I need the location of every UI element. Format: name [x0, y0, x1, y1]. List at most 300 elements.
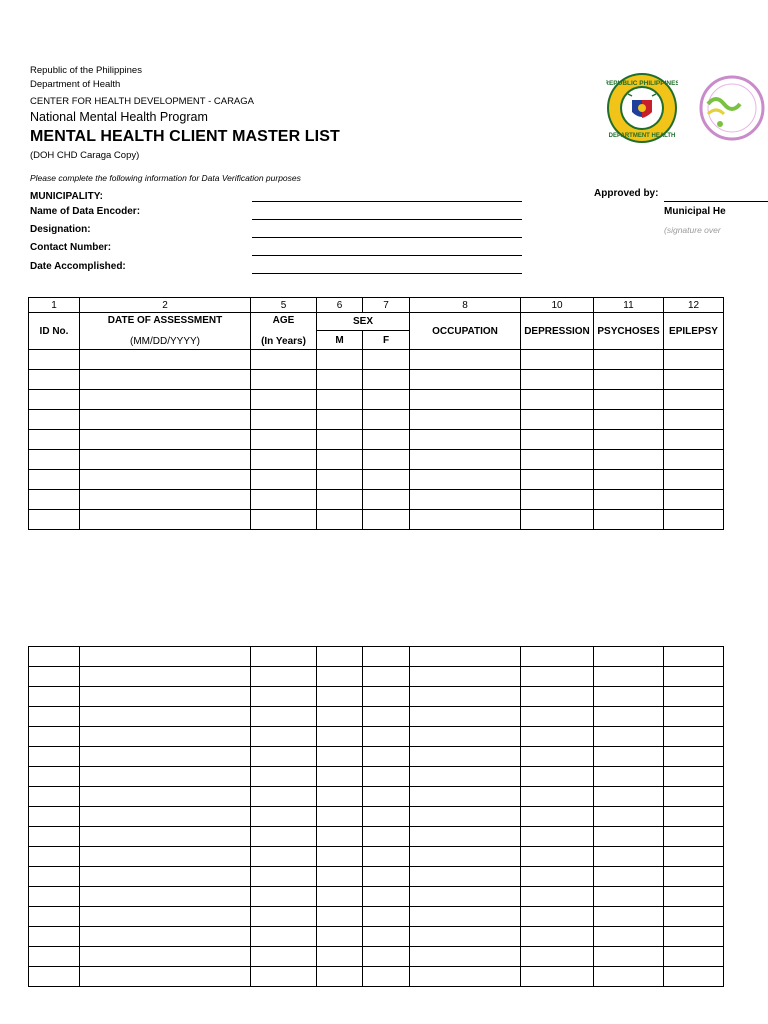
table-cell[interactable] [594, 827, 664, 847]
table-cell[interactable] [521, 887, 594, 907]
table-cell[interactable] [594, 727, 664, 747]
table-cell[interactable] [521, 370, 594, 390]
table-cell[interactable] [521, 707, 594, 727]
table-cell[interactable] [363, 370, 410, 390]
table-cell[interactable] [317, 510, 363, 530]
table-cell[interactable] [80, 470, 251, 490]
table-cell[interactable] [521, 927, 594, 947]
table-cell[interactable] [664, 370, 724, 390]
table-row [29, 470, 724, 490]
table-cell[interactable] [317, 867, 363, 887]
table-cell[interactable] [594, 767, 664, 787]
table-row [29, 927, 724, 947]
table-cell[interactable] [29, 687, 80, 707]
table-cell[interactable] [410, 390, 521, 410]
table-cell[interactable] [29, 707, 80, 727]
table-cell[interactable] [664, 350, 724, 370]
table-cell[interactable] [664, 767, 724, 787]
table-cell[interactable] [363, 450, 410, 470]
table-cell[interactable] [363, 430, 410, 450]
table-cell[interactable] [521, 807, 594, 827]
table-cell[interactable] [251, 470, 317, 490]
table-cell[interactable] [251, 887, 317, 907]
table-cell[interactable] [363, 470, 410, 490]
table-cell[interactable] [317, 747, 363, 767]
department-label: Department of Health [30, 79, 121, 90]
table-cell[interactable] [80, 430, 251, 450]
table-row [29, 967, 724, 987]
table-cell[interactable] [29, 767, 80, 787]
contact-number-label: Contact Number: [30, 242, 112, 253]
table-cell[interactable] [410, 647, 521, 667]
table-cell[interactable] [664, 907, 724, 927]
table-cell[interactable] [29, 667, 80, 687]
table-cell[interactable] [594, 410, 664, 430]
table-cell[interactable] [80, 927, 251, 947]
table-cell[interactable] [29, 907, 80, 927]
table-cell[interactable] [521, 727, 594, 747]
table-cell[interactable] [664, 470, 724, 490]
table-cell[interactable] [80, 350, 251, 370]
table-row [29, 807, 724, 827]
table-cell[interactable] [410, 707, 521, 727]
table-cell[interactable] [317, 647, 363, 667]
column-number: 7 [363, 298, 410, 313]
table-cell[interactable] [664, 410, 724, 430]
table-cell[interactable] [410, 470, 521, 490]
table-cell[interactable] [664, 707, 724, 727]
table-row [29, 847, 724, 867]
table-cell[interactable] [594, 747, 664, 767]
table-cell[interactable] [594, 707, 664, 727]
table-cell[interactable] [363, 390, 410, 410]
table-cell[interactable] [317, 847, 363, 867]
table-cell[interactable] [410, 947, 521, 967]
table-row [29, 827, 724, 847]
table-row [29, 907, 724, 927]
table-cell[interactable] [251, 667, 317, 687]
column-number: 6 [317, 298, 363, 313]
table-cell[interactable] [594, 450, 664, 470]
table-cell[interactable] [29, 410, 80, 430]
table-row [29, 687, 724, 707]
table-cell[interactable] [251, 390, 317, 410]
table-cell[interactable] [594, 867, 664, 887]
instruction-text: Please complete the following information for Data Verification purposes [30, 173, 301, 183]
table-cell[interactable] [251, 450, 317, 470]
table-cell[interactable] [594, 667, 664, 687]
table-cell[interactable] [80, 727, 251, 747]
table-cell[interactable] [29, 470, 80, 490]
table-cell[interactable] [29, 747, 80, 767]
table-cell[interactable] [251, 747, 317, 767]
top-table-body [29, 350, 724, 530]
table-cell[interactable] [363, 887, 410, 907]
table-cell[interactable] [664, 430, 724, 450]
table-cell[interactable] [410, 907, 521, 927]
table-cell[interactable] [664, 887, 724, 907]
table-cell[interactable] [317, 450, 363, 470]
table-cell[interactable] [317, 767, 363, 787]
table-cell[interactable] [317, 707, 363, 727]
table-cell[interactable] [80, 647, 251, 667]
table-cell[interactable] [363, 667, 410, 687]
table-row [29, 947, 724, 967]
table-cell[interactable] [521, 967, 594, 987]
table-row [29, 410, 724, 430]
table-cell[interactable] [594, 350, 664, 370]
table-cell[interactable] [29, 370, 80, 390]
table-cell[interactable] [594, 647, 664, 667]
table-cell[interactable] [410, 410, 521, 430]
table-cell[interactable] [251, 350, 317, 370]
table-cell[interactable] [251, 430, 317, 450]
table-row [29, 370, 724, 390]
program-label: National Mental Health Program [30, 110, 208, 124]
table-row [29, 430, 724, 450]
table-cell[interactable] [521, 430, 594, 450]
client-table-top [28, 297, 724, 530]
table-cell[interactable] [410, 807, 521, 827]
table-cell[interactable] [363, 647, 410, 667]
column-number-row [29, 298, 724, 313]
table-cell[interactable] [80, 490, 251, 510]
table-cell[interactable] [664, 927, 724, 947]
approved-by-line[interactable] [664, 201, 768, 202]
table-cell[interactable] [251, 807, 317, 827]
table-cell[interactable] [251, 787, 317, 807]
table-cell[interactable] [251, 967, 317, 987]
table-cell[interactable] [251, 847, 317, 867]
table-cell[interactable] [29, 450, 80, 470]
table-cell[interactable] [317, 907, 363, 927]
table-cell[interactable] [80, 510, 251, 530]
table-cell[interactable] [29, 967, 80, 987]
header-age-unit: (In Years) [261, 336, 306, 347]
table-cell[interactable] [251, 707, 317, 727]
table-cell[interactable] [29, 350, 80, 370]
table-row [29, 490, 724, 510]
table-cell[interactable] [317, 490, 363, 510]
table-cell[interactable] [521, 350, 594, 370]
table-cell[interactable] [317, 927, 363, 947]
table-cell[interactable] [521, 747, 594, 767]
table-cell[interactable] [521, 907, 594, 927]
table-cell[interactable] [317, 827, 363, 847]
table-cell[interactable] [251, 727, 317, 747]
table-cell[interactable] [594, 787, 664, 807]
table-cell[interactable] [80, 450, 251, 470]
table-cell[interactable] [664, 647, 724, 667]
table-cell[interactable] [251, 510, 317, 530]
designation-label: Designation: [30, 224, 91, 235]
table-cell[interactable] [29, 787, 80, 807]
table-cell[interactable] [363, 947, 410, 967]
table-cell[interactable] [80, 667, 251, 687]
table-cell[interactable] [521, 410, 594, 430]
table-cell[interactable] [251, 827, 317, 847]
table-cell[interactable] [363, 927, 410, 947]
table-cell[interactable] [317, 887, 363, 907]
table-row [29, 787, 724, 807]
table-cell[interactable] [29, 430, 80, 450]
table-cell[interactable] [251, 647, 317, 667]
table-cell[interactable] [410, 727, 521, 747]
table-cell[interactable] [521, 667, 594, 687]
table-cell[interactable] [664, 787, 724, 807]
table-cell[interactable] [29, 927, 80, 947]
table-cell[interactable] [363, 350, 410, 370]
table-cell[interactable] [363, 967, 410, 987]
table-cell[interactable] [594, 470, 664, 490]
copy-note: (DOH CHD Caraga Copy) [30, 150, 140, 161]
table-cell[interactable] [664, 490, 724, 510]
header-date-cell [80, 313, 251, 350]
table-cell[interactable] [80, 747, 251, 767]
table-cell[interactable] [410, 687, 521, 707]
table-cell[interactable] [317, 727, 363, 747]
table-cell[interactable] [29, 510, 80, 530]
table-cell[interactable] [363, 687, 410, 707]
table-cell[interactable] [29, 727, 80, 747]
column-number: 5 [251, 298, 317, 313]
table-row [29, 450, 724, 470]
table-cell[interactable] [521, 510, 594, 530]
column-number: 2 [80, 298, 251, 313]
table-cell[interactable] [29, 947, 80, 967]
table-cell[interactable] [80, 947, 251, 967]
table-cell[interactable] [80, 867, 251, 887]
table-cell[interactable] [664, 390, 724, 410]
table-cell[interactable] [317, 390, 363, 410]
table-cell[interactable] [521, 490, 594, 510]
table-cell[interactable] [317, 787, 363, 807]
table-cell[interactable] [664, 827, 724, 847]
table-cell[interactable] [80, 967, 251, 987]
table-cell[interactable] [80, 807, 251, 827]
header-age-cell [251, 313, 317, 350]
table-cell[interactable] [664, 510, 724, 530]
table-cell[interactable] [594, 370, 664, 390]
table-cell[interactable] [594, 510, 664, 530]
header-sex-female: F [363, 331, 410, 350]
table-cell[interactable] [410, 847, 521, 867]
column-number: 10 [521, 298, 594, 313]
table-cell[interactable] [664, 687, 724, 707]
doh-seal-logo [606, 72, 678, 144]
table-cell[interactable] [80, 687, 251, 707]
table-cell[interactable] [664, 967, 724, 987]
table-cell[interactable] [521, 767, 594, 787]
table-cell[interactable] [594, 927, 664, 947]
table-cell[interactable] [80, 410, 251, 430]
table-cell[interactable] [410, 927, 521, 947]
table-cell[interactable] [594, 390, 664, 410]
table-cell[interactable] [521, 390, 594, 410]
signature-note: (signature over [664, 225, 721, 235]
header-date: DATE OF ASSESSMENT [107, 315, 223, 326]
table-cell[interactable] [664, 847, 724, 867]
table-cell[interactable] [410, 827, 521, 847]
table-cell[interactable] [317, 370, 363, 390]
table-cell[interactable] [251, 687, 317, 707]
table-cell[interactable] [29, 647, 80, 667]
table-cell[interactable] [80, 707, 251, 727]
table-cell[interactable] [363, 510, 410, 530]
table-cell[interactable] [29, 887, 80, 907]
table-cell[interactable] [363, 867, 410, 887]
table-row [29, 667, 724, 687]
date-accomplished-line[interactable] [252, 273, 522, 274]
table-row [29, 350, 724, 370]
approver-role: Municipal He [664, 206, 726, 217]
table-cell[interactable] [664, 747, 724, 767]
table-cell[interactable] [594, 490, 664, 510]
designation-line[interactable] [252, 237, 522, 238]
table-cell[interactable] [664, 867, 724, 887]
table-cell[interactable] [363, 707, 410, 727]
table-cell[interactable] [317, 410, 363, 430]
table-cell[interactable] [594, 947, 664, 967]
table-cell[interactable] [410, 747, 521, 767]
republic-label: Republic of the Philippines [30, 65, 142, 76]
table-cell[interactable] [410, 767, 521, 787]
municipality-label: MUNICIPALITY: [30, 191, 103, 202]
seal-text-bottom: DEPARTMENT HEALTH [608, 133, 676, 139]
table-cell[interactable] [251, 947, 317, 967]
table-cell[interactable] [363, 490, 410, 510]
table-cell[interactable] [29, 867, 80, 887]
table-cell[interactable] [594, 967, 664, 987]
table-cell[interactable] [410, 787, 521, 807]
table-cell[interactable] [363, 787, 410, 807]
table-row [29, 510, 724, 530]
table-cell[interactable] [363, 907, 410, 927]
table-cell[interactable] [80, 370, 251, 390]
table-cell[interactable] [80, 390, 251, 410]
table-cell[interactable] [521, 687, 594, 707]
table-cell[interactable] [410, 450, 521, 470]
table-cell[interactable] [664, 450, 724, 470]
table-cell[interactable] [664, 947, 724, 967]
table-cell[interactable] [251, 410, 317, 430]
table-cell[interactable] [317, 807, 363, 827]
table-cell[interactable] [521, 450, 594, 470]
table-cell[interactable] [410, 967, 521, 987]
bottom-table-body [29, 647, 724, 987]
table-cell[interactable] [594, 430, 664, 450]
approved-by-label: Approved by: [594, 188, 659, 199]
data-encoder-line[interactable] [252, 219, 522, 220]
table-cell[interactable] [251, 927, 317, 947]
center-label: CENTER FOR HEALTH DEVELOPMENT - CARAGA [30, 96, 254, 107]
chd-caraga-logo [698, 74, 768, 142]
table-cell[interactable] [363, 827, 410, 847]
table-cell[interactable] [251, 767, 317, 787]
table-cell[interactable] [251, 490, 317, 510]
table-cell[interactable] [664, 667, 724, 687]
seal-text-top: REPUBLIC PHILIPPINES [606, 80, 678, 87]
table-cell[interactable] [29, 490, 80, 510]
table-cell[interactable] [594, 807, 664, 827]
table-cell[interactable] [410, 887, 521, 907]
table-cell[interactable] [317, 967, 363, 987]
table-cell[interactable] [80, 887, 251, 907]
table-cell[interactable] [317, 667, 363, 687]
header-age: AGE [272, 315, 295, 326]
table-cell[interactable] [80, 827, 251, 847]
table-cell[interactable] [410, 667, 521, 687]
table-cell[interactable] [594, 847, 664, 867]
table-cell[interactable] [251, 867, 317, 887]
table-cell[interactable] [80, 767, 251, 787]
header-epilepsy: EPILEPSY [664, 313, 724, 350]
table-cell[interactable] [521, 787, 594, 807]
contact-number-line[interactable] [252, 255, 522, 256]
table-cell[interactable] [594, 687, 664, 707]
table-cell[interactable] [251, 907, 317, 927]
table-cell[interactable] [80, 847, 251, 867]
table-cell[interactable] [29, 390, 80, 410]
table-cell[interactable] [29, 847, 80, 867]
table-cell[interactable] [521, 847, 594, 867]
table-cell[interactable] [317, 430, 363, 450]
table-cell[interactable] [664, 807, 724, 827]
municipality-line[interactable] [252, 201, 522, 202]
table-cell[interactable] [410, 350, 521, 370]
table-cell[interactable] [521, 470, 594, 490]
table-cell[interactable] [363, 747, 410, 767]
header-occupation: OCCUPATION [410, 313, 521, 350]
table-cell[interactable] [521, 947, 594, 967]
table-cell[interactable] [80, 787, 251, 807]
table-cell[interactable] [410, 867, 521, 887]
table-cell[interactable] [363, 807, 410, 827]
page-title: MENTAL HEALTH CLIENT MASTER LIST [30, 128, 340, 145]
table-cell[interactable] [521, 867, 594, 887]
table-cell[interactable] [29, 807, 80, 827]
table-row [29, 867, 724, 887]
header-depression: DEPRESSION [521, 313, 594, 350]
table-cell[interactable] [363, 767, 410, 787]
table-cell[interactable] [363, 410, 410, 430]
table-cell[interactable] [521, 827, 594, 847]
table-row [29, 727, 724, 747]
data-encoder-label: Name of Data Encoder: [30, 206, 141, 217]
table-cell[interactable] [363, 727, 410, 747]
table-cell[interactable] [80, 907, 251, 927]
table-row [29, 887, 724, 907]
table-cell[interactable] [317, 350, 363, 370]
table-cell[interactable] [410, 430, 521, 450]
table-cell[interactable] [521, 647, 594, 667]
table-cell[interactable] [251, 370, 317, 390]
table-cell[interactable] [664, 727, 724, 747]
header-row [29, 313, 724, 331]
table-cell[interactable] [363, 847, 410, 867]
table-cell[interactable] [410, 370, 521, 390]
table-cell[interactable] [317, 947, 363, 967]
table-cell[interactable] [594, 907, 664, 927]
table-cell[interactable] [317, 687, 363, 707]
table-cell[interactable] [410, 510, 521, 530]
table-cell[interactable] [29, 827, 80, 847]
table-cell[interactable] [410, 490, 521, 510]
header-id: ID No. [29, 313, 80, 350]
column-number: 11 [594, 298, 664, 313]
table-cell[interactable] [317, 470, 363, 490]
table-cell[interactable] [594, 887, 664, 907]
